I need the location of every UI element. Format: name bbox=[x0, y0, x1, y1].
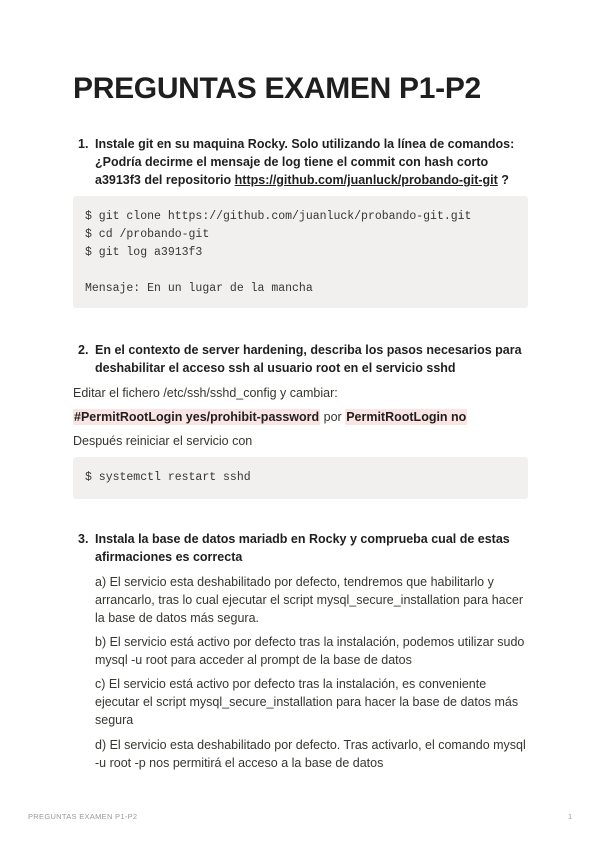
answer-paragraph: Después reiniciar el servicio con bbox=[73, 434, 253, 448]
question-text-end: ? bbox=[497, 173, 509, 187]
code-line: $ git log a3913f3 bbox=[85, 246, 203, 259]
question-2 bbox=[73, 341, 528, 377]
page-title: PREGUNTAS EXAMEN P1-P2 bbox=[73, 72, 481, 105]
code-block bbox=[73, 196, 528, 308]
question-number: 3. bbox=[78, 532, 89, 546]
code-line: $ systemctl restart sshd bbox=[85, 471, 251, 484]
question-3 bbox=[73, 530, 528, 566]
repository-link[interactable]: https://github.com/juanluck/probando-git-git bbox=[234, 173, 498, 187]
option-a: a) El servicio esta deshabilitado por defecto, tendremos que habilitarlo y arrancarlo, tras lo cual ejecutar el script mysql_secure_installation para hacer la base de datos más segura. bbox=[95, 575, 523, 625]
question-number: 2. bbox=[78, 343, 89, 357]
answer-paragraph: Editar el fichero /etc/ssh/sshd_config y cambiar: bbox=[73, 386, 338, 400]
code-line bbox=[85, 262, 516, 280]
answer-highlight-line bbox=[73, 408, 528, 426]
footer-title: PREGUNTAS EXAMEN P1-P2 bbox=[28, 812, 138, 821]
code-block bbox=[73, 457, 528, 499]
option-c: c) El servicio está activo por defecto tras la instalación, es conveniente ejecutar el script mysql_secure_installation para hacer la base de datos más segura bbox=[95, 677, 519, 727]
connector-text: por bbox=[320, 410, 346, 424]
config-new-value: PermitRootLogin no bbox=[346, 410, 467, 424]
question-text: En el contexto de server hardening, describa los pasos necesarios para deshabilitar el acceso ssh al usuario root en el servicio sshd bbox=[95, 343, 522, 375]
code-line: Mensaje: En un lugar de la mancha bbox=[85, 282, 313, 295]
config-old-value: #PermitRootLogin yes/prohibit-password bbox=[74, 410, 320, 424]
question-text: Instala la base de datos mariadb en Rocky y comprueba cual de estas afirmaciones es correcta bbox=[95, 532, 510, 564]
code-line: $ git clone https://github.com/juanluck/probando-git.git bbox=[85, 210, 472, 223]
option-b: b) El servicio está activo por defecto tras la instalación, podemos utilizar sudo mysql -u root para acceder al prompt de la base de datos bbox=[95, 635, 525, 667]
question-number: 1. bbox=[78, 137, 89, 151]
question-1 bbox=[73, 135, 528, 189]
question-text bbox=[95, 135, 528, 189]
question-text-part: Instale git en su maquina Rocky. Solo utilizando la línea de comandos: ¿Podría decirme el mensaje de log tiene el commit con hash corto a3913f3 del repositorio bbox=[95, 137, 515, 187]
code-line: $ cd /probando-git bbox=[85, 228, 210, 241]
option-d: d) El servicio esta deshabilitado por defecto. Tras activarlo, el comando mysql -u root -p nos permitirá el acceso a la base de datos bbox=[95, 738, 526, 770]
page-number: 1 bbox=[568, 812, 573, 821]
